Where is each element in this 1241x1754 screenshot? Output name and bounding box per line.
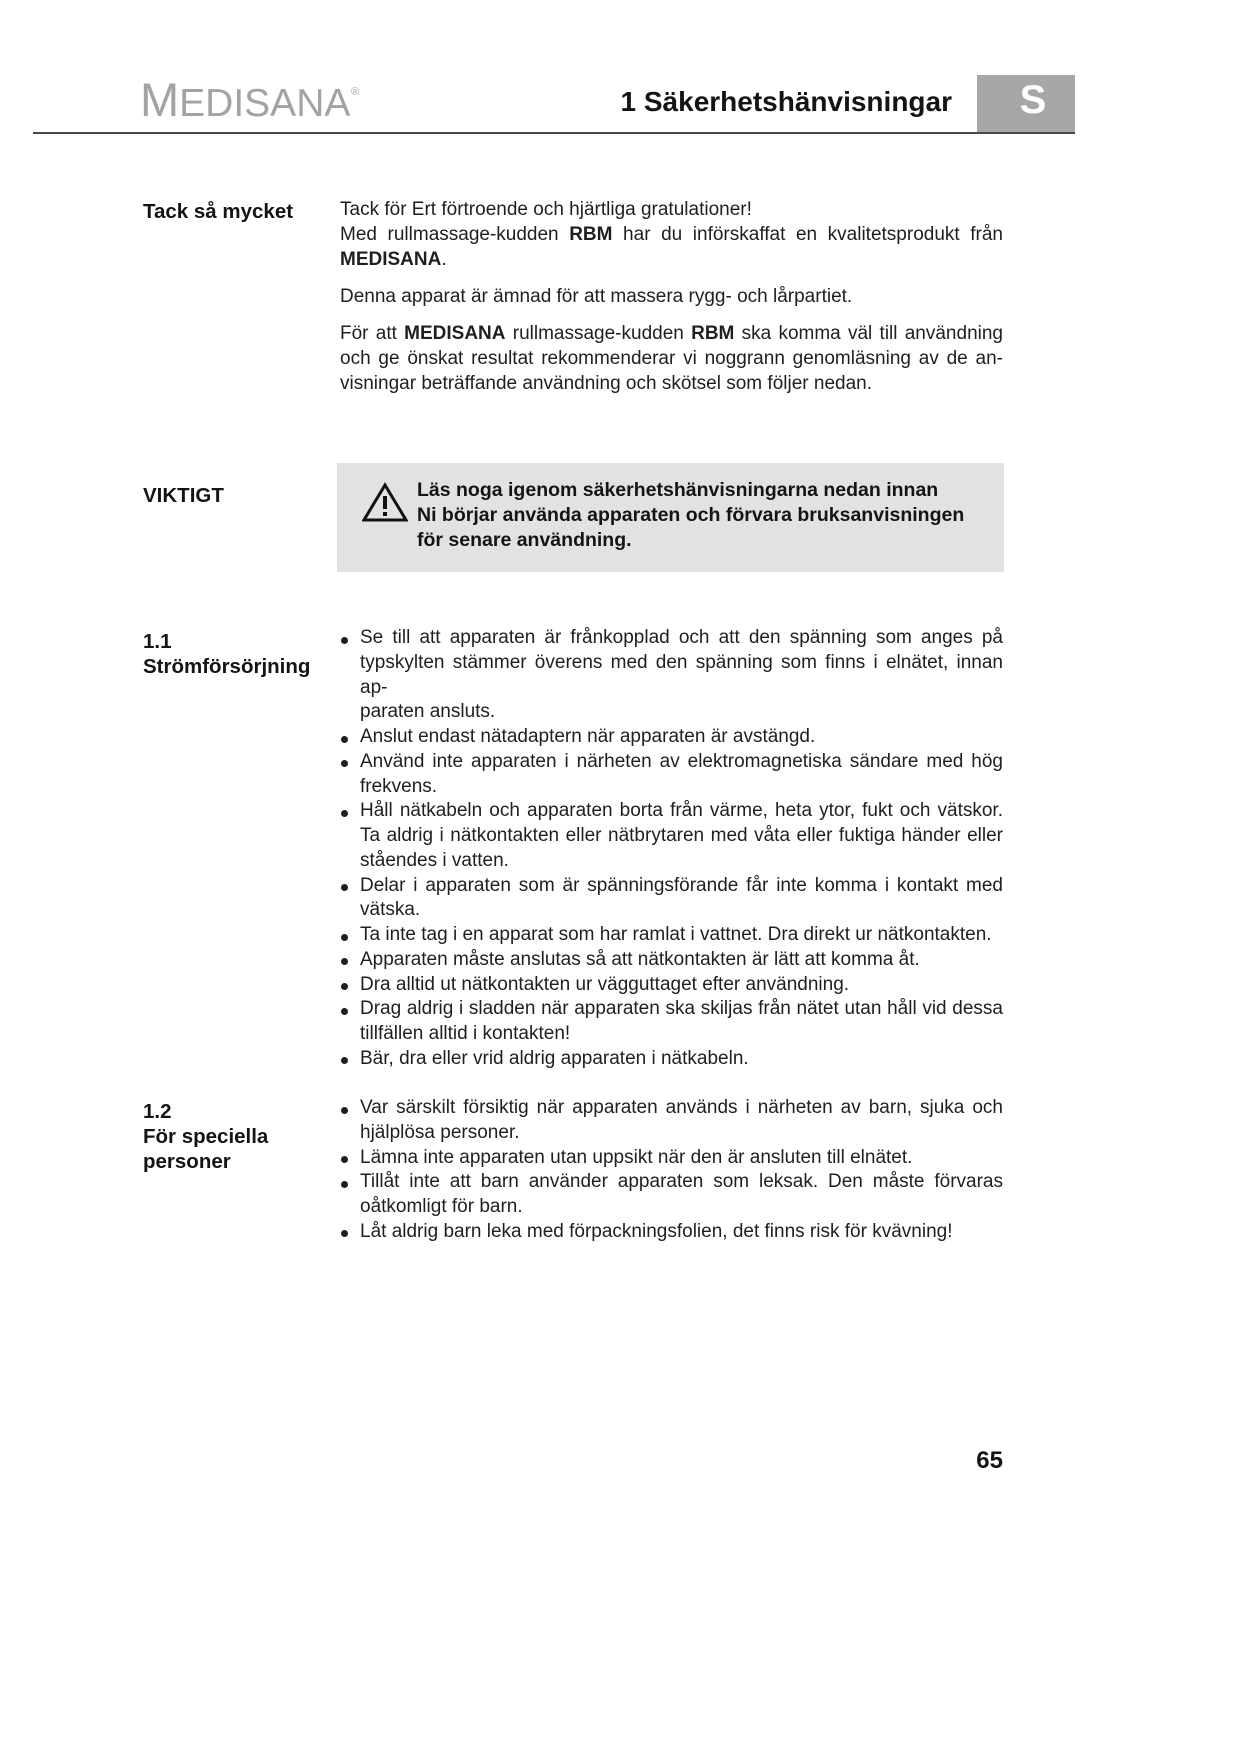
text-line: Använd inte apparaten i närheten av elektromagnetiska sändare med hög xyxy=(360,750,1003,772)
section-label-important: VIKTIGT xyxy=(143,484,224,507)
paragraph xyxy=(340,198,1003,272)
text-line: paraten ansluts. xyxy=(360,701,496,723)
bullet-marker xyxy=(341,1008,348,1015)
list-item xyxy=(340,997,1003,1047)
intro-text xyxy=(340,198,1003,396)
medisana-logo xyxy=(140,73,360,130)
bullet-marker xyxy=(341,736,348,743)
power-safety-list xyxy=(340,626,1003,1072)
text-line: Bär, dra eller vrid aldrig apparaten i nätkabeln. xyxy=(360,1047,749,1069)
text-line: Drag aldrig i sladden när apparaten ska skiljas från nätet utan håll vid dessa xyxy=(360,998,1003,1020)
text-line: frekvens. xyxy=(360,775,438,797)
text-line xyxy=(340,322,1003,347)
text-line: Lämna inte apparaten utan uppsikt när den är ansluten till elnätet. xyxy=(360,1146,913,1168)
text-line: Anslut endast nätadaptern när apparaten är avstängd. xyxy=(360,726,816,747)
text-line xyxy=(340,198,1003,223)
text-line: oåtkomligt för barn. xyxy=(360,1196,523,1217)
model-name: RBM xyxy=(691,323,735,344)
warning-text xyxy=(417,478,964,553)
text-line: Delar i apparaten som är spänningsförande får inte komma i kontakt med xyxy=(360,874,1003,896)
text-line: tillfällen alltid i kontakten! xyxy=(360,1023,571,1044)
paragraph xyxy=(340,322,1003,396)
bullet-marker xyxy=(341,637,348,644)
warning-icon xyxy=(362,482,408,522)
brand-name: MEDISANA xyxy=(404,323,506,344)
text-line: Håll nätkabeln och apparaten borta från värme, heta ytor, fukt och vätskor. xyxy=(360,800,1003,822)
text-run: Denna apparat är ämnad för att massera rygg- och lårpartiet. xyxy=(340,285,853,307)
registered-mark: ® xyxy=(351,86,360,98)
text-line: Ta inte tag i en apparat som har ramlat i vattnet. Dra direkt ur nätkontakten. xyxy=(360,924,992,945)
bullet-marker xyxy=(341,884,348,891)
page-number: 65 xyxy=(976,1447,1003,1474)
text-line: Tillåt inte att barn använder apparaten som leksak. Den måste förvaras xyxy=(360,1171,1003,1193)
list-item xyxy=(340,948,1003,973)
bullet-marker xyxy=(341,983,348,990)
special-persons-list xyxy=(340,1096,1003,1245)
text-line xyxy=(340,223,1003,248)
text-run: Med rullmassage-kudden xyxy=(340,223,570,245)
text-line: ståendes i vatten. xyxy=(360,849,509,871)
section-title: Strömförsörjning xyxy=(143,655,311,678)
chapter-title: 1 Säkerhetshänvisningar xyxy=(620,86,952,117)
warning-line: Ni börjar använda apparaten och förvara bruksanvisningen xyxy=(417,504,965,526)
text-line: Låt aldrig barn leka med förpackningsfolien, det finns risk för kvävning! xyxy=(360,1220,953,1242)
bullet-marker xyxy=(341,1230,348,1237)
bullet-marker xyxy=(341,1107,348,1114)
list-item xyxy=(340,1170,1003,1220)
list-item xyxy=(340,923,1003,948)
text-line xyxy=(340,285,1003,310)
list-item xyxy=(340,874,1003,924)
text-line: vätska. xyxy=(360,899,421,921)
text-run: ska komma väl till användning xyxy=(734,323,1003,344)
section-label-power xyxy=(143,629,310,679)
bullet-marker xyxy=(341,1057,348,1064)
list-item xyxy=(340,626,1003,725)
section-number: 1.2 xyxy=(143,1100,172,1123)
language-tab-letter: S xyxy=(1019,78,1047,122)
list-item xyxy=(340,1047,1003,1072)
warning-box xyxy=(337,463,1004,572)
text-line: Var särskilt försiktig när apparaten används i närheten av barn, sjuka och xyxy=(360,1097,1003,1118)
header-rule xyxy=(33,132,1075,134)
warning-line: Läs noga igenom säkerhetshänvisningarna nedan innan xyxy=(417,479,939,501)
text-line: Dra alltid ut nätkontakten ur vägguttaget efter användning. xyxy=(360,973,850,995)
text-run: För att xyxy=(340,323,405,344)
bullet-marker xyxy=(341,760,348,767)
language-tab xyxy=(977,75,1075,133)
bullet-marker xyxy=(341,958,348,965)
text-line: Ta aldrig i nätkontakten eller nätbrytaren med våta eller fuktiga händer eller xyxy=(360,825,1003,846)
bullet-marker xyxy=(341,810,348,817)
text-line xyxy=(340,248,1003,273)
list-item xyxy=(340,750,1003,800)
bullet-marker xyxy=(341,1156,348,1163)
text-line: Se till att apparaten är frånkopplad och att den spänning som anges på xyxy=(360,627,1003,648)
text-line: typskylten stämmer överens med den spänning som finns i elnätet, innan ap- xyxy=(360,651,1003,698)
logo-wordmark: MEDISANA xyxy=(140,73,351,126)
model-name: RBM xyxy=(569,223,613,245)
text-line xyxy=(340,347,1003,372)
list-item xyxy=(340,1096,1003,1146)
text-run: och ge önskat resultat rekommenderar vi noggrann genomläsning av de an- xyxy=(340,347,1003,369)
text-run: Tack för Ert förtroende och hjärtliga gratulationer! xyxy=(340,199,752,220)
section-label-thanks: Tack så mycket xyxy=(143,200,294,223)
text-run: . xyxy=(441,248,447,270)
text-line xyxy=(340,372,1003,397)
list-item xyxy=(340,973,1003,998)
text-run: rullmassage-kudden xyxy=(505,323,692,344)
section-title-line: För speciella xyxy=(143,1125,269,1148)
section-label-special xyxy=(143,1099,268,1174)
text-line: hjälplösa personer. xyxy=(360,1121,520,1143)
list-item xyxy=(340,1220,1003,1245)
list-item xyxy=(340,1146,1003,1171)
bullet-marker xyxy=(341,934,348,941)
list-item xyxy=(340,725,1003,750)
list-item xyxy=(340,799,1003,873)
warning-line: för senare användning. xyxy=(417,529,632,551)
section-number: 1.1 xyxy=(143,630,172,653)
text-run: visningar beträffande användning och skötsel som följer nedan. xyxy=(340,372,872,394)
brand-name: MEDISANA xyxy=(340,248,442,270)
paragraph xyxy=(340,285,1003,310)
text-run: har du införskaffat en kvalitetsprodukt från xyxy=(612,223,1003,245)
bullet-marker xyxy=(341,1181,348,1188)
text-line: Apparaten måste anslutas så att nätkontakten är lätt att komma åt. xyxy=(360,948,920,970)
section-title-line: personer xyxy=(143,1150,231,1173)
